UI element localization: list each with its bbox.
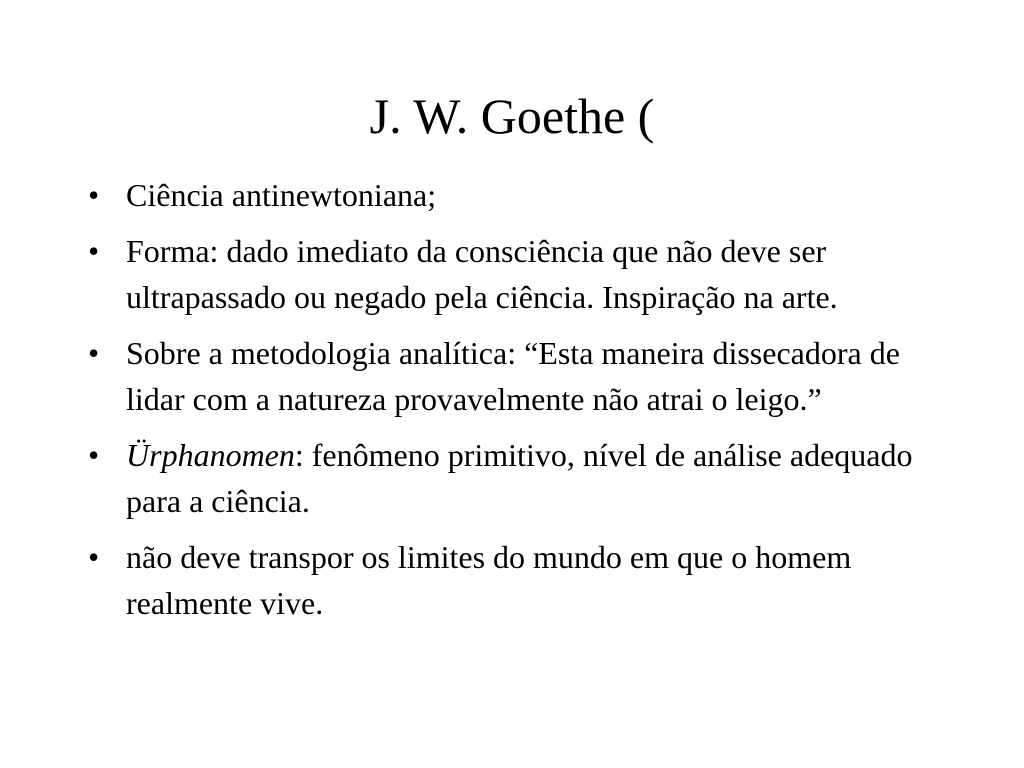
bullet-dot-icon: •	[88, 437, 100, 473]
bullet-text: Ciência antinewtoniana;	[126, 177, 437, 213]
bullet-dot-icon: •	[88, 539, 100, 575]
bullet-text: não deve transpor os limites do mundo em que o homem realmente vive.	[126, 539, 852, 621]
bullet-dot-icon: •	[88, 233, 100, 269]
slide-title: J. W. Goethe (	[369, 88, 655, 144]
bullet-item	[88, 534, 948, 626]
bullet-text: Forma: dado imediato da consciência que não deve ser ultrapassado ou negado pela ciência. Inspiração na arte.	[126, 233, 838, 315]
bullet-item	[88, 330, 948, 422]
bullet-dot-icon: •	[88, 335, 100, 371]
bullet-item	[88, 432, 948, 524]
bullet-list	[88, 172, 948, 636]
bullet-dot-icon: •	[88, 177, 100, 213]
bullet-text: : fenômeno primitivo, nível de análise adequado para a ciência.	[126, 437, 913, 519]
bullet-item	[88, 172, 948, 218]
bullet-emphasis: Ürphanomen	[126, 437, 295, 473]
bullet-item	[88, 228, 948, 320]
bullet-text: Sobre a metodologia analítica: “Esta maneira dissecadora de lidar com a natureza provavelmente não atrai o leigo.”	[126, 335, 900, 417]
